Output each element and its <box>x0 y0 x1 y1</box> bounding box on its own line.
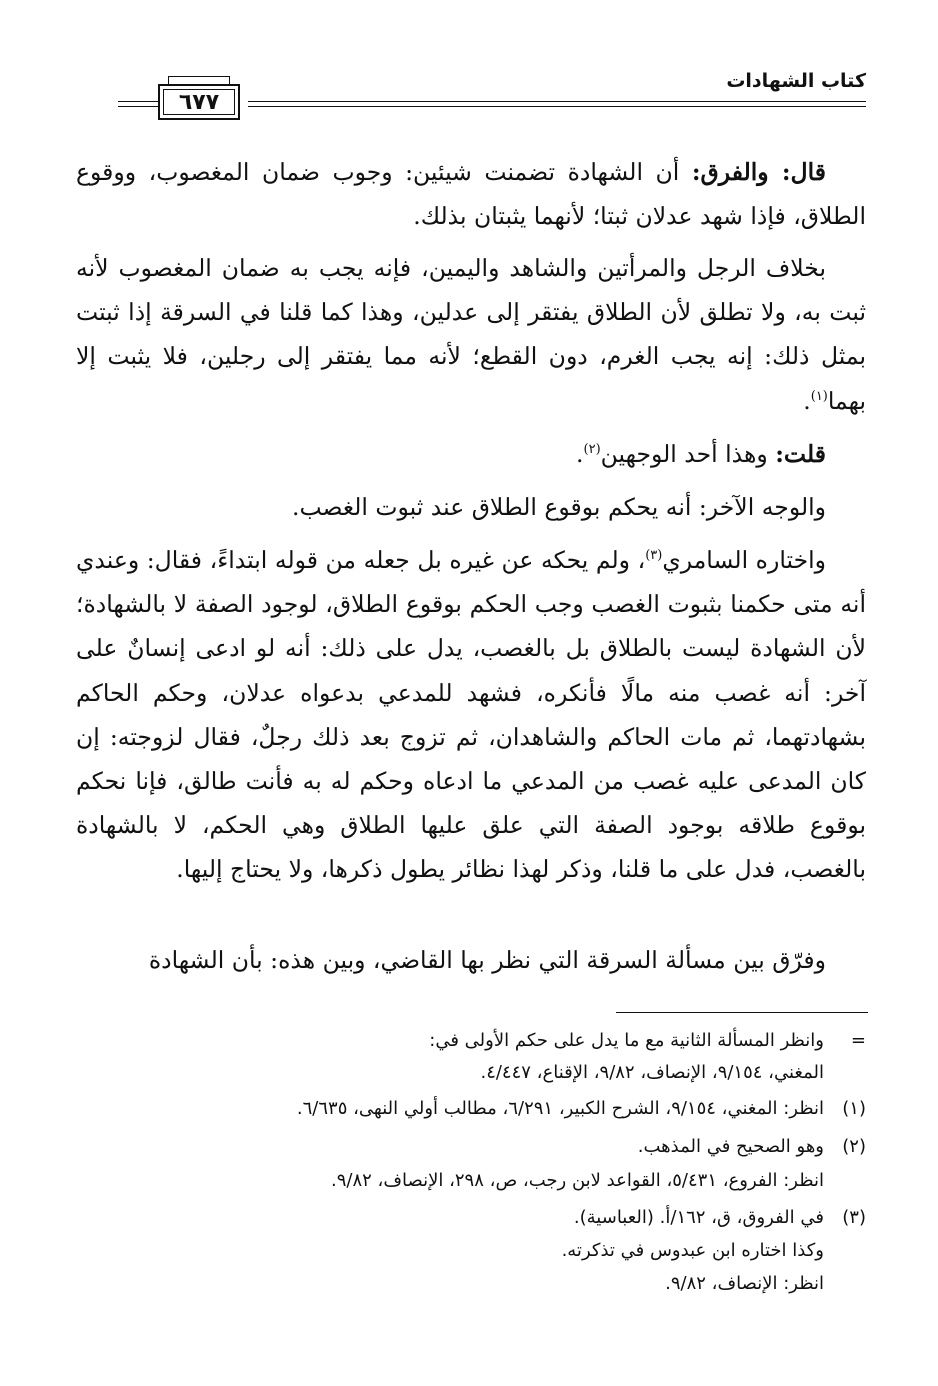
paragraph-3-end: . <box>576 440 584 468</box>
footnote-text: وهو الصحيح في المذهب. <box>637 1136 824 1157</box>
footnote-marker: (١) <box>842 1098 866 1119</box>
header-rule-left <box>118 101 158 102</box>
paragraph-3-text: وهذا أحد الوجهين <box>600 440 776 468</box>
footnote-separator <box>616 1012 868 1013</box>
footnote-ref-3[interactable]: (٣) <box>645 548 663 564</box>
footnote-text: انظر: المغني، ٩/١٥٤، الشرح الكبير، ٦/٢٩١، مطالب أولي النهى، ٦/٦٣٥. <box>296 1098 824 1119</box>
footnote-marker: = <box>850 1030 866 1051</box>
footnote-line <box>638 1131 866 1162</box>
footnote-line <box>574 1202 866 1233</box>
paragraph-5 <box>76 538 866 892</box>
footnote-text: انظر: الفروع، ٥/٤٣١، القواعد لابن رجب، ص، ٢٩٨، الإنصاف، ٩/٨٢. <box>330 1170 824 1191</box>
page-number-frame <box>158 84 240 120</box>
header-rule-left-2 <box>118 106 158 107</box>
paragraph-2-end: . <box>803 386 811 415</box>
footnote-line <box>331 1165 866 1196</box>
header-rule-right <box>248 101 866 102</box>
footnote-marker: (٣) <box>842 1207 866 1228</box>
footnote-line <box>297 1093 866 1124</box>
paragraph-1-lead: قال: والفرق: <box>691 158 826 186</box>
footnote-text: المغني، ٩/١٥٤، الإنصاف، ٩/٨٢، الإقناع، ٤/٤٤٧. <box>480 1062 824 1083</box>
paragraph-2-text: بخلاف الرجل والمرأتين والشاهد واليمين، فإنه يجب به ضمان المغصوب لأنه ثبت به، ولا تطلق لأن الطلاق يفتقر إلى عدلين، وهذا كما قلنا في السرقة إذا ثبتت بمثل ذلك: إنه يجب الغرم، دون القطع؛ لأنه مما يفتقر إلى رجلين، فلا يثبت إلا بهما <box>76 254 866 415</box>
page-number: ٦٧٧ <box>178 90 220 115</box>
header-rule-right-2 <box>248 106 866 107</box>
paragraph-1-text: أن الشهادة تضمنت شيئين: وجوب ضمان المغصوب، ووقوع الطلاق، فإذا شهد عدلان ثبتا؛ لأنهما يثبتان بذلك. <box>76 158 866 231</box>
footnote-ref-1[interactable]: (١) <box>810 388 828 404</box>
footnote-line <box>562 1235 866 1266</box>
paragraph-3-lead: قلت: <box>775 440 826 468</box>
footnote-line <box>429 1025 866 1056</box>
footnote-text: في الفروق، ق، ١٦٢/أ. (العباسية). <box>573 1207 824 1228</box>
paragraph-2 <box>76 246 866 423</box>
footnote-marker: (٢) <box>842 1136 866 1157</box>
paragraph-3 <box>76 432 866 476</box>
running-title: كتاب الشهادات <box>726 70 866 92</box>
paragraph-4 <box>76 485 866 529</box>
paragraph-1 <box>76 150 866 238</box>
footnote-text: وكذا اختاره ابن عبدوس في تذكرته. <box>561 1240 824 1261</box>
paragraph-4-text: والوجه الآخر: أنه يحكم بوقوع الطلاق عند ثبوت الغصب. <box>292 493 826 521</box>
paragraph-6-text: وفرّق بين مسألة السرقة التي نظر بها القاضي، وبين هذه: بأن الشهادة <box>148 946 826 974</box>
footnote-text: وانظر المسألة الثانية مع ما يدل على حكم الأولى في: <box>429 1030 824 1051</box>
footnote-line <box>480 1057 866 1088</box>
footnote-text: انظر: الإنصاف، ٩/٨٢. <box>665 1273 824 1294</box>
paragraph-5-text-a: واختاره السامري <box>662 546 826 574</box>
paragraph-5-text-b: ، ولم يحكه عن غيره بل جعله من قوله ابتداءً، فقال: وعندي أنه متى حكمنا بثبوت الغصب وجب الحكم بوقوع الطلاق، لوجود الصفة لا بالشهادة؛ لأن الشهادة ليست بالطلاق بل بالغصب، يدل على ذلك: أنه لو ادعى إنسانٌ على آخر: أنه غصب منه مالًا فأنكره، فشهد للمدعي بدعواه عدلان، وحكم الحاكم بشهادتهما، ثم مات الحاكم والشاهدان، ثم تزوج بعد ذلك رجلٌ، فقال لزوجته: إن كان المدعى عليه غصب من المدعي ما ادعاه وحكم له به فأنت طالق، فإنا نحكم بوقوع طلاقه بوجود الصفة التي علق عليها الطلاق وهي الحكم، لا بالشهادة بالغصب، فدل على ما قلنا، وذكر لهذا نظائر يطول ذكرها، ولا يحتاج إليها. <box>76 546 866 884</box>
paragraph-6 <box>76 938 866 982</box>
footnote-ref-2[interactable]: (٢) <box>583 442 601 458</box>
footnote-line <box>665 1268 866 1299</box>
